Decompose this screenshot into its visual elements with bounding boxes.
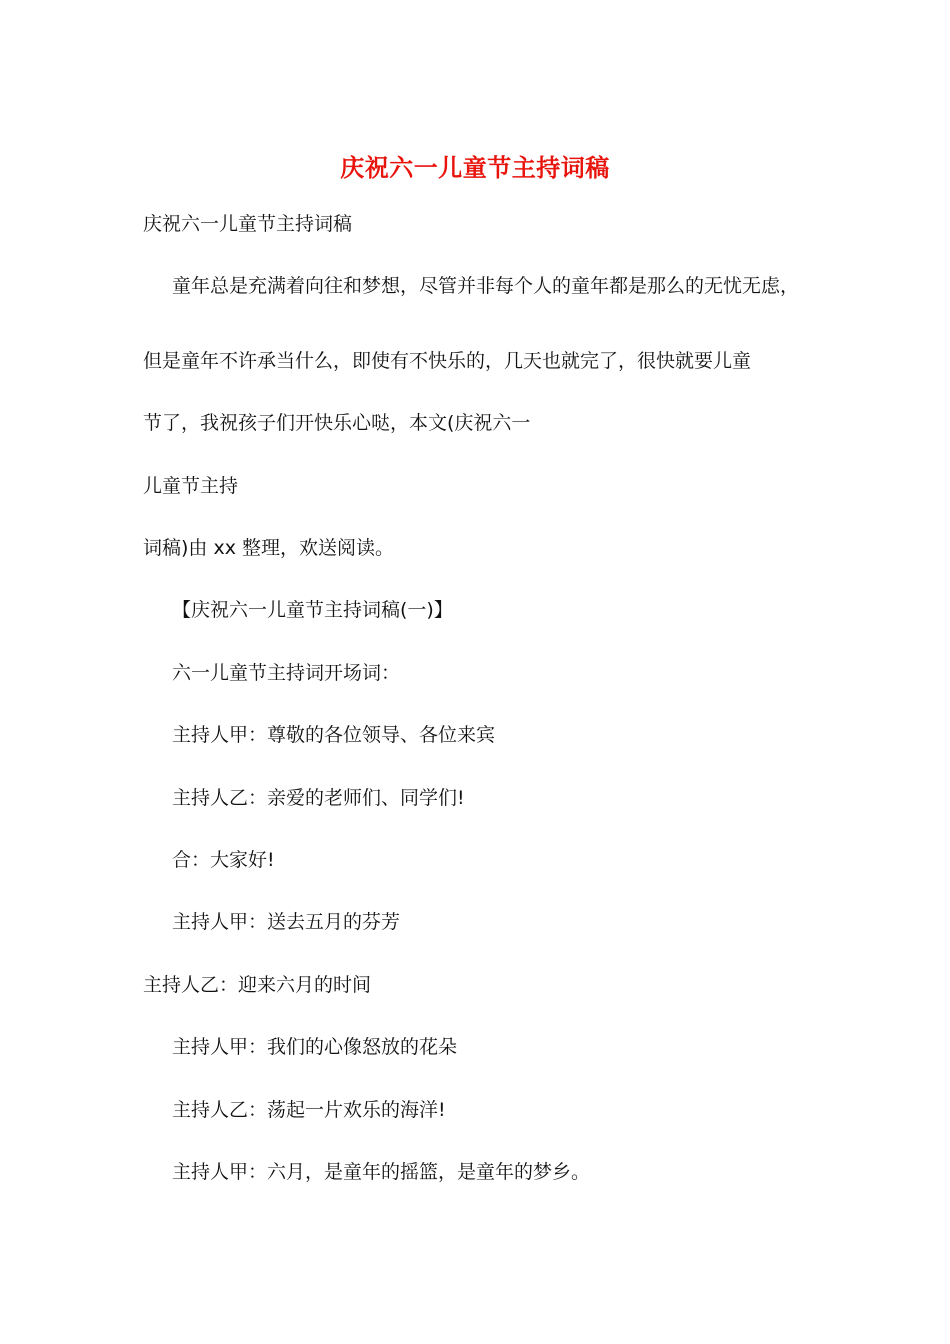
- dialogue-line: 主持人乙：荡起一片欢乐的海洋!: [172, 1099, 446, 1121]
- document-title: 庆祝六一儿童节主持词稿: [340, 153, 610, 182]
- paragraph-line: 词稿)由 xx 整理，欢送阅读。: [143, 537, 394, 559]
- paragraph-line: 节了，我祝孩子们开快乐心哒，本文(庆祝六一: [143, 412, 531, 434]
- paragraph-line: 但是童年不许承当什么，即使有不快乐的，几天也就完了，很快就要儿童: [143, 350, 752, 372]
- paragraph-line: 六一儿童节主持词开场词：: [172, 662, 401, 684]
- dialogue-line: 主持人甲：六月，是童年的摇篮，是童年的梦乡。: [172, 1161, 591, 1183]
- paragraph-line: 儿童节主持: [143, 475, 239, 497]
- paragraph-line: 童年总是充满着向往和梦想，尽管并非每个人的童年都是那么的无忧无虑，: [172, 275, 800, 297]
- dialogue-line: 主持人甲：送去五月的芬芳: [172, 911, 401, 933]
- subtitle-line: 庆祝六一儿童节主持词稿: [143, 213, 353, 235]
- dialogue-line: 主持人乙：亲爱的老师们、同学们!: [172, 787, 465, 809]
- dialogue-line: 合：大家好!: [172, 849, 275, 871]
- dialogue-line: 主持人乙：迎来六月的时间: [143, 974, 372, 996]
- dialogue-line: 主持人甲：尊敬的各位领导、各位来宾: [172, 724, 496, 746]
- section-heading: 【庆祝六一儿童节主持词稿(一)】: [172, 599, 453, 621]
- dialogue-line: 主持人甲：我们的心像怒放的花朵: [172, 1036, 458, 1058]
